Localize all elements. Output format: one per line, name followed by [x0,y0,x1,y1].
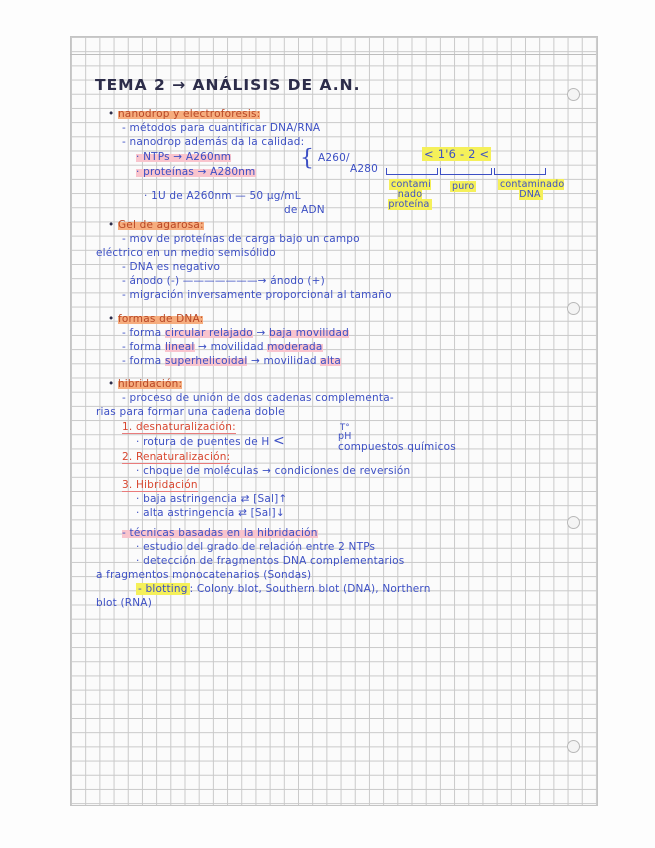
note-line: a fragmentos monocatenarios (Sondas) [96,569,312,581]
note-line: de ADN [284,204,325,216]
range-bracket [386,168,438,175]
note-line: · rotura de puentes de H < [136,433,285,449]
note-line: - ánodo (-) ———————→ ánodo (+) [122,275,325,287]
note-line: blot (RNA) [96,597,152,609]
note-line: T° [340,423,350,433]
note-line: - forma lineal → movilidad moderada [122,341,323,353]
note-line: - mov de proteínas de carga bajo un campo [122,233,360,245]
label-contaminated-dna: contaminado DNA [500,179,565,200]
note-line: · alta astringencia ⇄ [Sal]↓ [136,507,285,519]
step-title: 2. Renaturalización: [122,451,231,463]
ratio-denominator: A280 [350,163,379,175]
section-heading-hibridacion: • hibridación: [108,378,183,390]
note-line: compuestos químicos [338,441,456,453]
binder-hole-icon [567,740,580,753]
brace-icon: { [300,146,314,171]
binder-hole-icon [567,88,580,101]
range-bracket [440,168,492,175]
note-line: - DNA es negativo [122,261,221,273]
note-line: - proceso de unión de dos cadenas complementa- [122,392,394,404]
note-line: · baja astringencia ⇄ [Sal]↑ [136,493,288,505]
page-top-margin [70,54,596,55]
note-line: - migración inversamente proporcional al tamaño [122,289,392,301]
note-line: - blotting : Colony blot, Southern blot (DNA), Northern [138,583,431,595]
label-pure: puro [452,181,475,192]
note-line: rias para formar una cadena doble [96,406,285,418]
note-line: · 1U de A260nm — 50 μg/mL [144,190,301,202]
section-heading-nanodrop: • nanodrop y electroforesis: [108,108,261,120]
note-line: - forma superhelicoidal → movilidad alta [122,355,341,367]
binder-hole-icon [567,516,580,529]
note-line: - técnicas basadas en la hibridación [122,527,318,539]
note-line: · NTPs → A260nm [136,151,232,163]
section-heading-formas: • formas de DNA: [108,313,204,325]
note-line: - nanodrop además da la calidad: [122,136,305,148]
note-line: · estudio del grado de relación entre 2 NTPs [136,541,376,553]
step-title: 1. desnaturalización: [122,421,236,433]
label-contaminated-protein: contami nado proteína [388,179,431,210]
note-line: eléctrico en un medio semisólido [96,247,276,259]
page-title: TEMA 2 → ANÁLISIS DE A.N. [95,76,361,94]
ratio-range: < 1'6 - 2 < [424,147,490,161]
range-bracket [494,168,546,175]
binder-hole-icon [567,302,580,315]
note-line: pH [338,431,352,442]
note-line: - métodos para cuantificar DNA/RNA [122,122,321,134]
note-line: · proteínas → A280nm [136,166,256,178]
ratio-numerator: A260/ [318,152,350,164]
note-line: - forma circular relajado → baja movilidad [122,327,349,339]
note-line: · choque de moléculas → condiciones de reversión [136,465,411,477]
note-line: · detección de fragmentos DNA complementarios [136,555,405,567]
section-heading-gel: • Gel de agarosa: [108,219,204,231]
step-title: 3. Hibridación [122,479,198,491]
